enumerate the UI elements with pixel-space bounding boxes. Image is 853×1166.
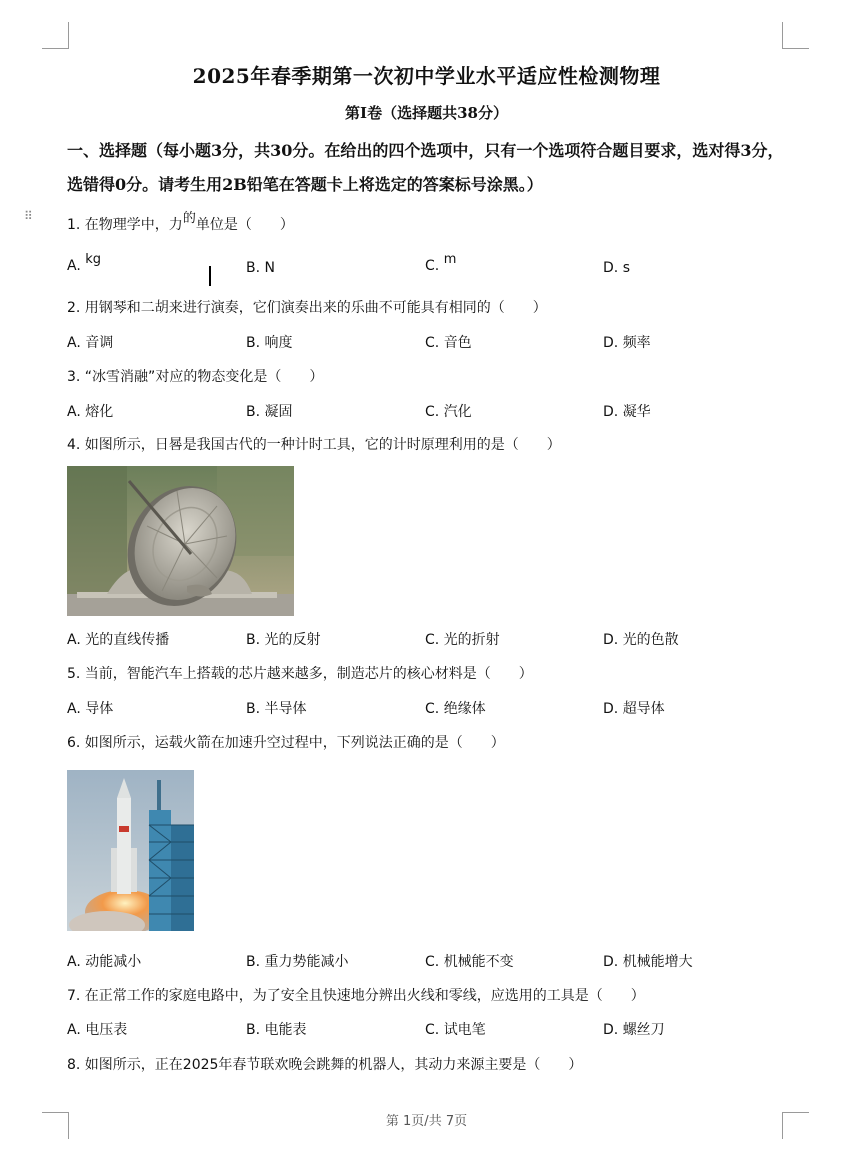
question-7-option-c[interactable]: C. 试电笔 xyxy=(425,1022,486,1038)
question-7-option-a[interactable]: A. 电压表 xyxy=(67,1022,128,1038)
question-4-option-a[interactable]: A. 光的直线传播 xyxy=(67,632,170,648)
sundial-image xyxy=(67,466,294,616)
question-1-stem: 1. 在物理学中，力的单位是（ ） xyxy=(67,211,294,233)
question-7-option-d[interactable]: D. 螺丝刀 xyxy=(603,1022,665,1038)
section-heading: 一、选择题（每小题3分，共30分。在给出的四个选项中，只有一个选项符合题目要求，选对得3分，选错得0分。请考生用2B铅笔在答题卡上将选定的答案标号涂黑。） xyxy=(67,141,784,194)
paper-section-subtitle: 第I卷（选择题共38分） xyxy=(345,104,508,122)
question-3-option-d[interactable]: D. 凝华 xyxy=(603,404,651,420)
question-2-stem: 2. 用钢琴和二胡来进行演奏，它们演奏出来的乐曲不可能具有相同的（ ） xyxy=(67,300,547,316)
question-6-option-b[interactable]: B. 重力势能减小 xyxy=(246,954,349,970)
question-8-stem: 8. 如图所示，正在2025年春节联欢晚会跳舞的机器人，其动力来源主要是（ ） xyxy=(67,1057,583,1073)
corner-mark-top-left xyxy=(42,22,69,49)
page-number: 第 1页/共 7页 xyxy=(385,1114,468,1129)
question-3-option-c[interactable]: C. 汽化 xyxy=(425,404,472,420)
question-6-option-c[interactable]: C. 机械能不变 xyxy=(425,954,514,970)
question-3-option-b[interactable]: B. 凝固 xyxy=(246,404,293,420)
question-4-option-c[interactable]: C. 光的折射 xyxy=(425,632,500,648)
question-6-option-d[interactable]: D. 机械能增大 xyxy=(603,954,693,970)
question-5-stem: 5. 当前，智能汽车上搭载的芯片越来越多，制造芯片的核心材料是（ ） xyxy=(67,666,533,682)
question-2-option-c[interactable]: C. 音色 xyxy=(425,335,472,351)
text-cursor xyxy=(209,266,211,286)
corner-mark-top-right xyxy=(782,22,809,49)
question-6-option-a[interactable]: A. 动能减小 xyxy=(67,954,142,970)
question-4-option-d[interactable]: D. 光的色散 xyxy=(603,632,679,648)
question-1-option-b[interactable]: B. N xyxy=(246,260,275,276)
page-title: 2025年春季期第一次初中学业水平适应性检测物理 xyxy=(192,64,661,88)
question-4-stem: 4. 如图所示，日晷是我国古代的一种计时工具，它的计时原理利用的是（ ） xyxy=(67,437,561,453)
question-2-option-d[interactable]: D. 频率 xyxy=(603,335,651,351)
question-1-option-a[interactable]: A. kg xyxy=(67,252,102,274)
question-3-option-a[interactable]: A. 熔化 xyxy=(67,404,114,420)
question-5-option-b[interactable]: B. 半导体 xyxy=(246,701,307,717)
question-7-stem: 7. 在正常工作的家庭电路中，为了安全且快速地分辨出火线和零线，应选用的工具是（ ） xyxy=(67,988,645,1004)
question-1-option-c[interactable]: C. m xyxy=(425,252,457,274)
question-3-stem: 3. “冰雪消融”对应的物态变化是（ ） xyxy=(67,369,324,385)
drag-handle-icon[interactable]: ⠿ xyxy=(24,209,33,223)
question-5-option-a[interactable]: A. 导体 xyxy=(67,701,114,717)
rocket-launch-image xyxy=(67,770,194,931)
question-2-option-a[interactable]: A. 音调 xyxy=(67,335,114,351)
question-2-option-b[interactable]: B. 响度 xyxy=(246,335,293,351)
question-5-option-d[interactable]: D. 超导体 xyxy=(603,701,665,717)
question-6-stem: 6. 如图所示，运载火箭在加速升空过程中，下列说法正确的是（ ） xyxy=(67,735,505,751)
question-5-option-c[interactable]: C. 绝缘体 xyxy=(425,701,486,717)
question-7-option-b[interactable]: B. 电能表 xyxy=(246,1022,307,1038)
question-4-option-b[interactable]: B. 光的反射 xyxy=(246,632,321,648)
question-1-option-d[interactable]: D. s xyxy=(603,260,630,276)
